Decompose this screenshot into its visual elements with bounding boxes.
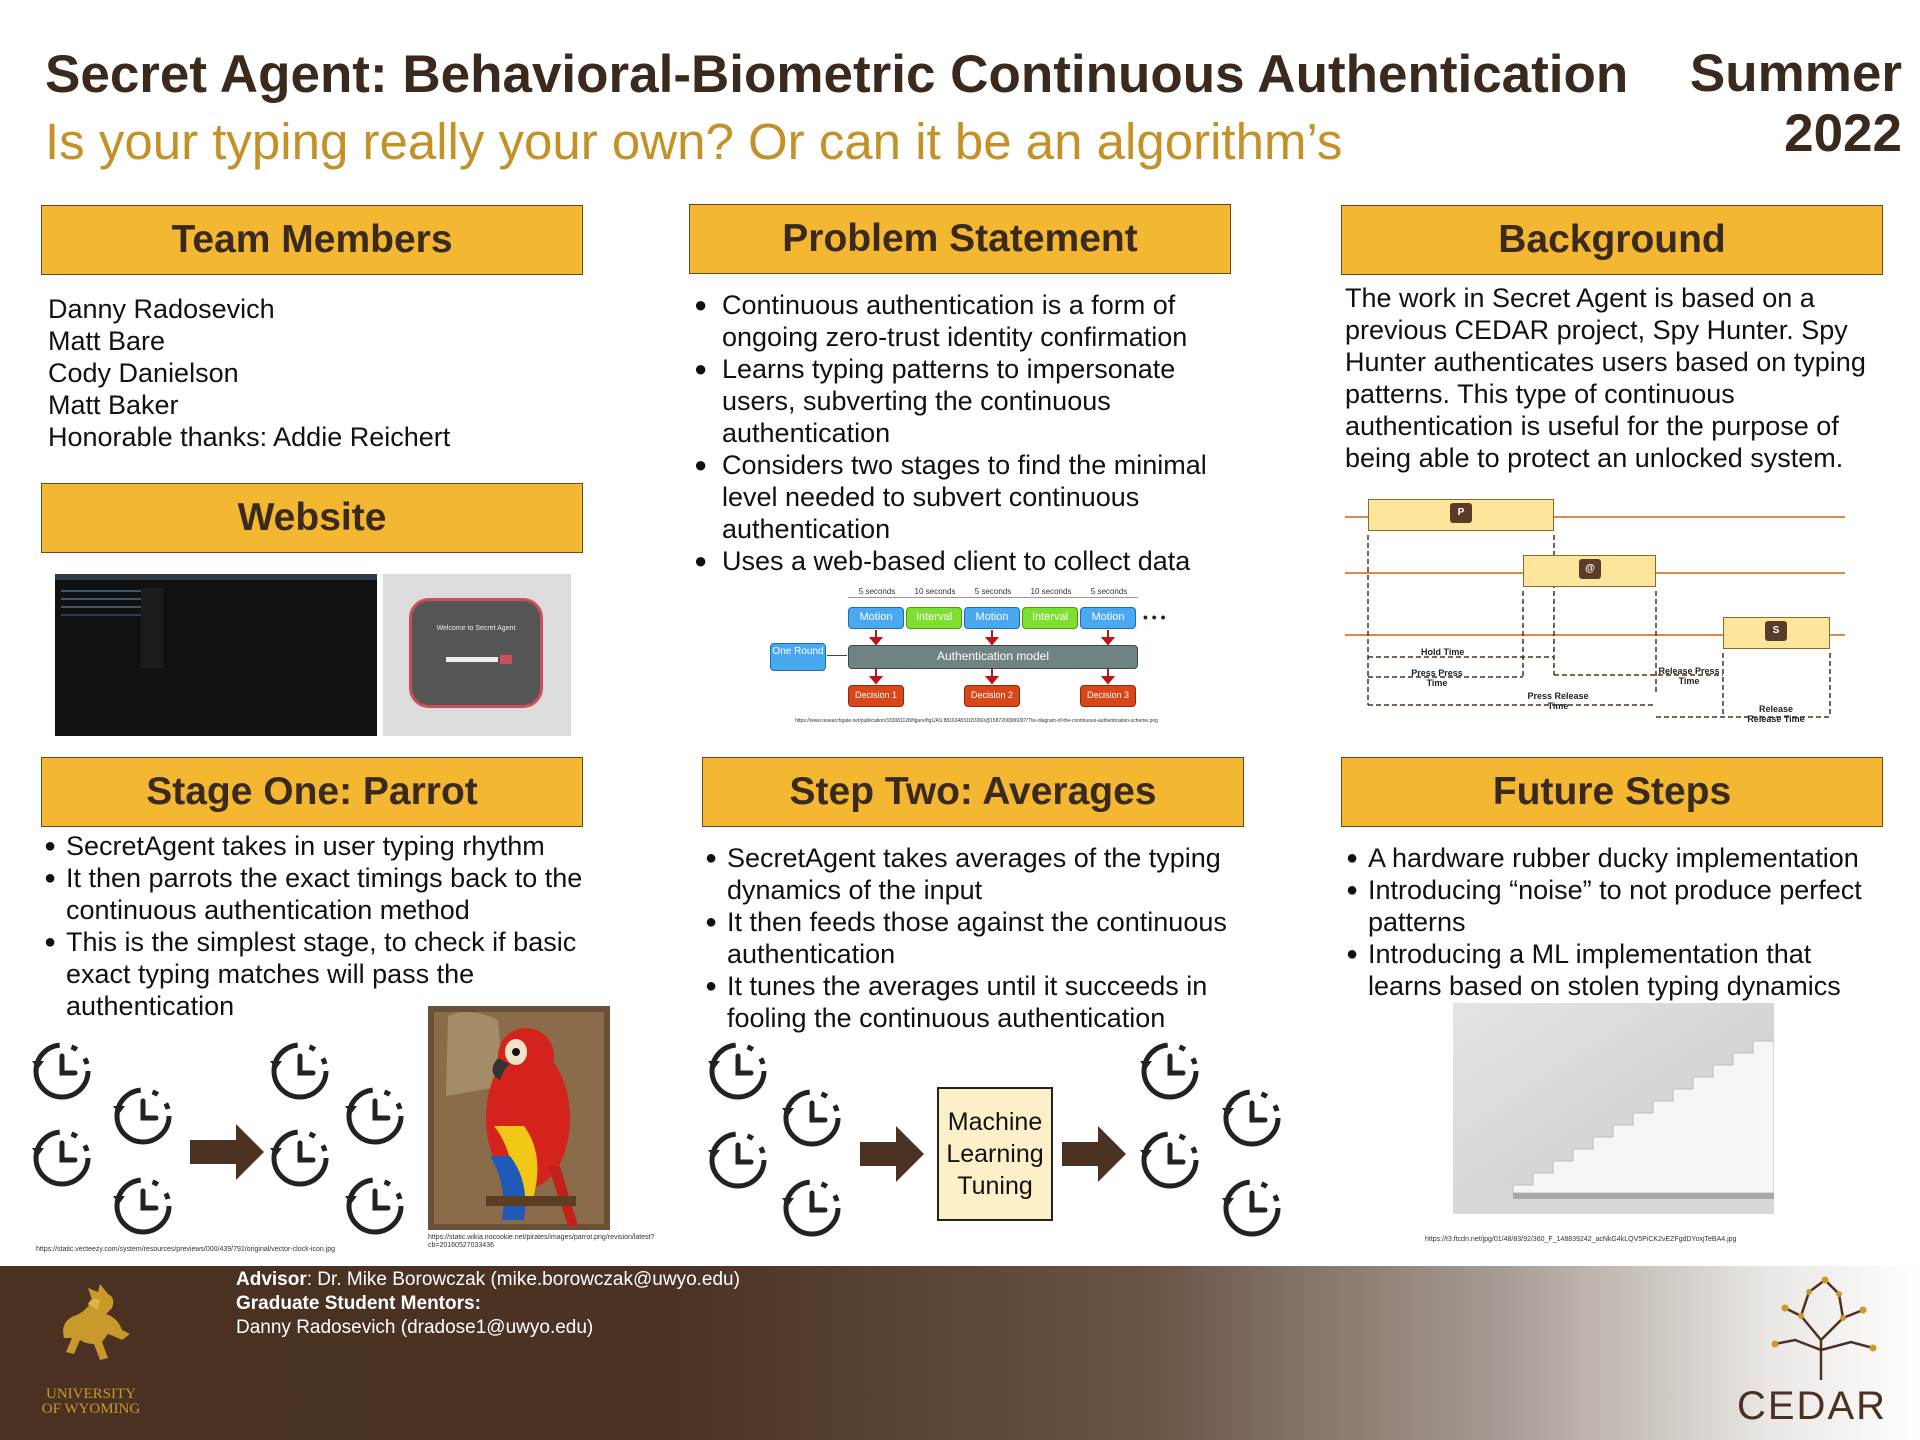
stage-one-bullets	[44, 830, 589, 1022]
key-cap: S	[1765, 621, 1787, 641]
clock-icon	[345, 1090, 401, 1142]
team-member: Danny Radosevich	[48, 294, 275, 324]
stage-one-clock-diagram	[30, 1036, 440, 1248]
duration-label: 10 seconds	[1030, 587, 1072, 596]
clock-icon	[113, 1090, 169, 1142]
key-cap: P	[1450, 503, 1472, 523]
clock-icon	[1140, 1045, 1196, 1097]
list-item: ● A hardware rubber ducky implementation	[1346, 842, 1891, 874]
list-item: ● This is the simplest stage, to check if basic exact typing matches will pass the authentication	[44, 926, 589, 1022]
stage-one-citation-1: https://static.vecteezy.com/system/resources/previews/000/439/792/original/vector-clock-icon.jpg	[36, 1246, 336, 1253]
decision-box: Decision 2	[964, 685, 1020, 707]
list-item: ● SecretAgent takes averages of the typing dynamics of the input	[705, 842, 1250, 906]
release-release-label: Release Release Time	[1747, 704, 1805, 724]
future-steps-bullets	[1346, 842, 1891, 1002]
mentors-label: Graduate Student Mentors:	[236, 1293, 481, 1314]
university-line-2: OF WYOMING	[41, 1401, 141, 1417]
clock-icon	[1140, 1134, 1196, 1186]
staircase-image	[1453, 1003, 1774, 1214]
wyoming-bucking-horse-logo	[52, 1278, 138, 1378]
clock-icon	[270, 1132, 326, 1184]
auth-scheme-diagram	[770, 583, 1190, 733]
phase-motion: Motion	[848, 607, 904, 629]
auth-diagram-citation: https://www.researchgate.net/publication/333081128/figure/fig1/AS:881634831183360@1587206586097/The-diagram-of-the-continuous-authentication-scheme.png	[795, 718, 1158, 724]
mentor-text: Danny Radosevich (dradose1@uwyo.edu)	[236, 1317, 594, 1338]
stage-one-header: Stage One: Parrot	[41, 757, 583, 827]
team-members-list	[48, 293, 578, 453]
timing-lines	[1345, 495, 1845, 735]
step-two-bullets	[705, 842, 1250, 1034]
clock-icon	[32, 1045, 88, 1097]
team-members-header: Team Members	[41, 205, 583, 275]
list-item: ● It tunes the averages until it succeeds in fooling the continuous authentication	[705, 970, 1250, 1034]
advisor-label: Advisor	[236, 1269, 307, 1290]
phase-motion: Motion	[1080, 607, 1136, 629]
list-item: ● It then feeds those against the continuous authentication	[705, 906, 1250, 970]
phase-interval: Interval	[1022, 607, 1078, 629]
future-image-citation: https://t3.ftcdn.net/jpg/01/48/83/92/360_F_148839242_acNkG4kLQV5PiCK2vEZFgdDYoxjTeBA4.jpg	[1425, 1236, 1737, 1243]
arrow-right-icon	[1062, 1126, 1126, 1182]
poster-title: Secret Agent: Behavioral-Biometric Continuous Authentication	[45, 45, 1629, 104]
team-member: Cody Danielson	[48, 358, 239, 388]
list-item: ● Introducing “noise” to not produce perfect patterns	[1346, 874, 1891, 938]
decision-box: Decision 1	[848, 685, 904, 707]
cedar-tree-logo	[1755, 1270, 1895, 1382]
season-line-1: Summer	[1689, 44, 1902, 103]
clock-icon	[270, 1045, 326, 1097]
stage-one-citation-2: https://static.wikia.nocookie.net/pirates/images/parrot.png/revision/latest?cb=20160527033436	[428, 1234, 655, 1249]
login-popup-title: Welcome to Secret Agent	[436, 625, 516, 632]
clock-icon	[113, 1180, 169, 1232]
season-label	[1690, 44, 1902, 164]
arrow-right-icon	[860, 1126, 924, 1182]
clock-icon	[782, 1182, 838, 1234]
keystroke-timing-diagram	[1345, 495, 1845, 735]
clock-icon	[708, 1134, 764, 1186]
list-item: ● Learns typing patterns to impersonate users, subverting the continuous authentication	[694, 353, 1234, 449]
duration-label: 5 seconds	[974, 587, 1012, 596]
university-line-1: UNIVERSITY	[46, 1386, 136, 1402]
team-member: Honorable thanks: Addie Reichert	[48, 422, 451, 452]
press-press-label: Press Press Time	[1411, 668, 1463, 688]
team-member: Matt Bare	[48, 326, 166, 356]
parrot-image	[428, 1006, 610, 1230]
clock-icon	[1222, 1092, 1278, 1144]
list-item: ● Uses a web-based client to collect data	[694, 545, 1234, 577]
duration-label: 5 seconds	[858, 587, 896, 596]
ml-tuning-box: Machine Learning Tuning	[937, 1087, 1053, 1221]
problem-statement-header: Problem Statement	[689, 204, 1231, 274]
cedar-logo-text: CEDAR	[1736, 1384, 1888, 1428]
duration-label: 10 seconds	[914, 587, 956, 596]
hold-time-label: Hold Time	[1421, 647, 1465, 657]
phase-interval: Interval	[906, 607, 962, 629]
advisor-text: : Dr. Mike Borowczak (mike.borowczak@uwyo.edu)	[306, 1269, 740, 1290]
ellipsis: • • •	[1143, 609, 1166, 625]
list-item: ● Introducing a ML implementation that learns based on stolen typing dynamics	[1346, 938, 1891, 1002]
list-item: ● It then parrots the exact timings back to the continuous authentication method	[44, 862, 589, 926]
footer-credits	[236, 1268, 1136, 1340]
list-item: ● Considers two stages to find the minimal level needed to subvert continuous authentication	[694, 449, 1234, 545]
clock-icon	[782, 1092, 838, 1144]
background-text: The work in Secret Agent is based on a previous CEDAR project, Spy Hunter. Spy Hunter authenticates users based on typing patterns. This type of continuous authentication is useful for the purpose of being able to protect an unlocked system.	[1345, 283, 1866, 473]
background-header: Background	[1341, 205, 1883, 275]
press-release-label: Press Release Time	[1527, 691, 1589, 711]
clock-icon	[32, 1132, 88, 1184]
decision-box: Decision 3	[1080, 685, 1136, 707]
problem-statement-bullets	[694, 289, 1234, 577]
arrow-right-icon	[190, 1124, 264, 1180]
website-dashboard-screenshot	[55, 574, 377, 736]
clock-icon	[708, 1045, 764, 1097]
clock-icon	[1222, 1182, 1278, 1234]
release-press-label: Release Press Time	[1658, 666, 1720, 686]
university-name	[36, 1387, 146, 1417]
duration-label: 5 seconds	[1090, 587, 1128, 596]
future-steps-header: Future Steps	[1341, 757, 1883, 827]
website-header: Website	[41, 483, 583, 553]
step-two-header: Step Two: Averages	[702, 757, 1244, 827]
auth-model-box: Authentication model	[848, 645, 1138, 669]
phase-motion: Motion	[964, 607, 1020, 629]
key-cap: @	[1579, 559, 1601, 579]
poster-subtitle: Is your typing really your own? Or can it be an algorithm’s	[45, 113, 1343, 170]
clock-icon	[345, 1180, 401, 1232]
one-round-box: One Round	[770, 643, 826, 671]
season-line-2: 2022	[1784, 104, 1902, 163]
list-item: ● Continuous authentication is a form of ongoing zero-trust identity confirmation	[694, 289, 1234, 353]
team-member: Matt Baker	[48, 390, 179, 420]
list-item: ● SecretAgent takes in user typing rhythm	[44, 830, 589, 862]
website-login-screenshot	[383, 574, 571, 736]
